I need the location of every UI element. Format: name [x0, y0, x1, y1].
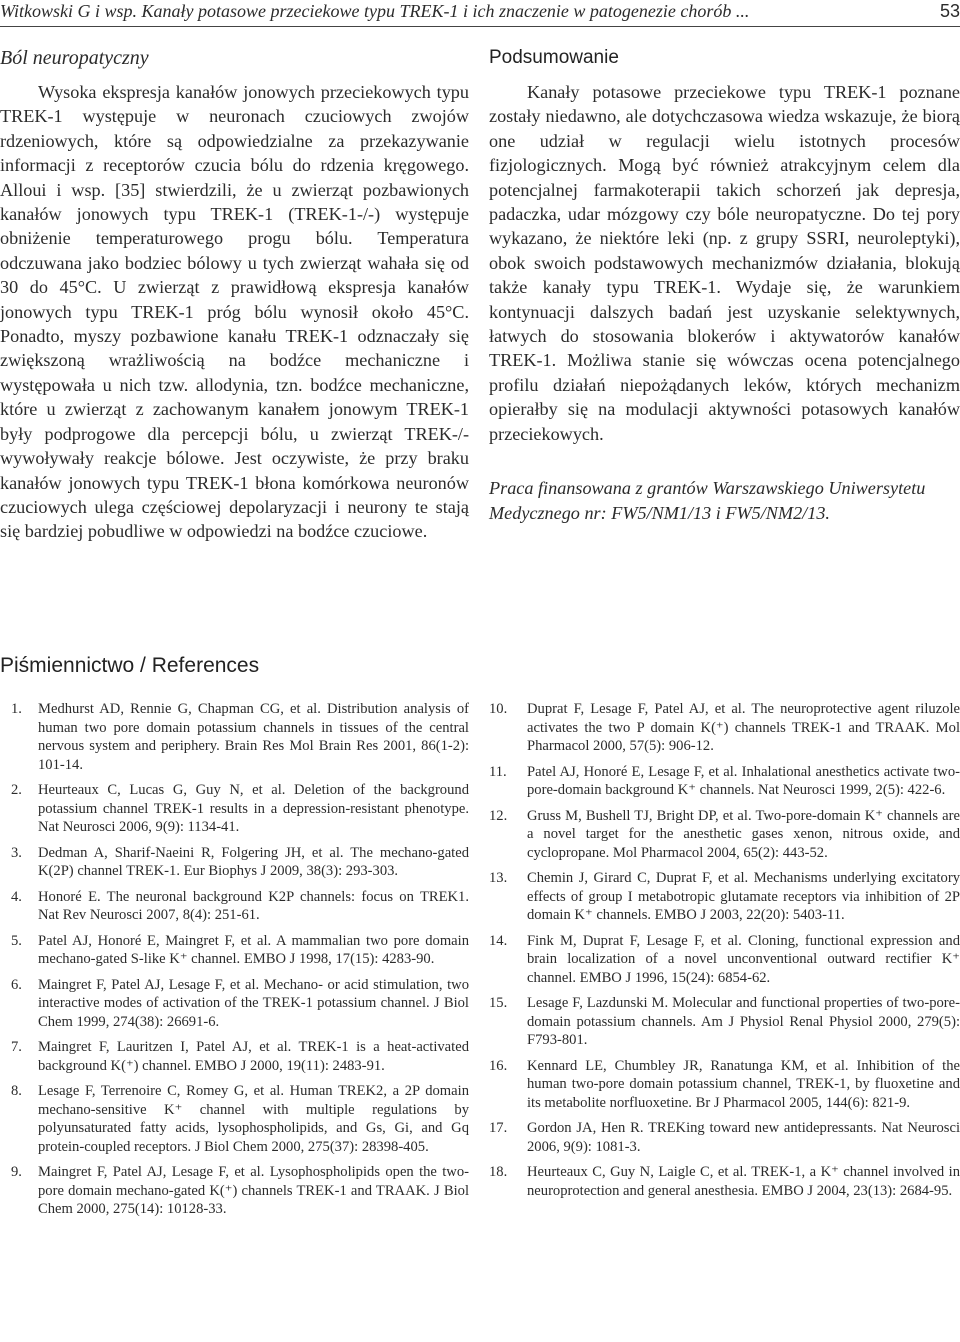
reference-text: Maingret F, Patel AJ, Lesage F, et al. Mechano- or acid stimulation, two interactive modes of activation of the TREK-1 potassium channel. J Biol Chem 1999, 274(38): 26691-6. — [38, 976, 469, 1030]
reference-number: 12. — [489, 807, 508, 824]
left-column — [0, 44, 469, 544]
reference-item — [489, 807, 960, 863]
running-header — [0, 0, 960, 27]
reference-number: 10. — [489, 701, 508, 717]
section-title-summary: Podsumowanie — [489, 47, 619, 68]
reference-number: 18. — [489, 1164, 508, 1180]
reference-text: Patel AJ, Honoré E, Lesage F, et al. Inhalational anesthetics activate two-pore-domain background K⁺ channels. Nat Neurosci 1999, 2(5): 422-6. — [527, 763, 960, 798]
references-list-left — [0, 700, 469, 1226]
reference-item — [0, 700, 469, 774]
reference-text: Duprat F, Lesage F, Patel AJ, et al. The neuroprotective agent riluzole activates the two P domain K(⁺) channels TREK-1 and TRAAK. Mol Pharmacol 2000, 57(5): 906-12. — [527, 701, 960, 754]
references-title: Piśmiennictwo / References — [0, 654, 260, 677]
funding-note: Praca finansowana z grantów Warszawskiego Uniwersytetu Medycznego nr: FW5/NM1/13 i FW5/NM2/13. — [489, 478, 926, 523]
section-paragraph-summary: Kanały potasowe przeciekowe typu TREK-1 poznane zostały niedawno, ale dotychczasowa wiedza wskazuje, że biorą one udział w regulacji wielu istotnych procesów fizjologicznych. Mogą być również atrakcyjnym celem dla potencjalnej farmakoterapii takich schorzeń jak depresja, padaczka, udar mózgowy czy bóle neuropatyczne. Do tej pory wykazano, że niektóre leki (np. z grupy SSRI, neuroleptyki), obok swoich podstawowych mechanizmów działania, blokują także kanały typu TREK-1. Wydaje się, że warunkiem kontynuacji dalszych badań jest uzyskanie selektywnych, łatwych do stosowania blokerów i aktywatorów kanałów TREK-1. Możliwa stanie się wówczas ocena potencjalnego profilu działań niepożądanych leków, których mechanizm opierałby się na modulacji aktywności potasowych kanałów przeciekowych. — [489, 82, 960, 444]
running-title: Witkowski G i wsp. Kanały potasowe przeciekowe typu TREK-1 i ich znaczenie w patogenezie chorób ... — [0, 1, 750, 21]
reference-item — [0, 844, 469, 881]
reference-number: 15. — [489, 995, 508, 1011]
reference-item — [0, 976, 469, 1032]
reference-item — [489, 1119, 960, 1156]
reference-text: Heurteaux C, Guy N, Laigle C, et al. TREK-1, a K⁺ channel involved in neuroprotection and general anesthesia. EMBO J 2004, 23(13): 2684-95. — [527, 1164, 960, 1199]
reference-text: Heurteaux C, Lucas G, Guy N, et al. Deletion of the background potassium channel TREK-1 results in a depression-resistant phenotype. Nat Neurosci 2006, 9(9): 1134-41. — [38, 782, 469, 835]
reference-item — [0, 1082, 469, 1156]
reference-item — [489, 869, 960, 925]
reference-item — [489, 763, 960, 800]
section-paragraph-neuropathic-pain: Wysoka ekspresja kanałów jonowych przeciekowych typu TREK-1 występuje w neuronach czuciowych zwojów rdzeniowych, które są odpowiedzialne za przekazywanie informacji z receptorów czucia bólu do rdzenia kręgowego. Alloui i wsp. [35] stwierdzili, że u zwierząt pozbawionych kanałów jonowych typu TREK-1 (TREK-1-/-) występuje obniżenie temperaturowego progu bólu. Temperatura odczuwana jako bodziec bólowy u tych zwierząt wahała się od 30 do 45°C. U zwierząt z prawidłową ekspresja kanałów jonowych typu TREK-1 próg bólu wynosił około 45°C. Ponadto, myszy pozbawione kanału TREK-1 odznaczały się zwiększoną wrażliwością na bodźce mechaniczne i występowała u nich tzw. allodynia, tzn. bodźce mechaniczne, które u zwierząt z zachowanym kanałem jonowym TREK-1 były podprogowe dla percepcji bólu, u zwierząt TREK-/- wywoływały reakcje bólowe. Jest oczywiste, że przy braku kanałów jonowych typu TREK-1 błona komórkowa neuronów czuciowych ulega częściowej depolaryzacji i neurony te stają się bardziej pobudliwe w odpowiedzi na bodźce czuciowe. — [0, 82, 469, 542]
reference-item — [0, 932, 469, 969]
reference-number: 16. — [489, 1057, 508, 1074]
reference-number: 14. — [489, 932, 508, 949]
reference-text: Maingret F, Patel AJ, Lesage F, et al. Lysophospholipids open the two-pore domain mechano-gated K(⁺) channels TREK-1 and TRAAK. J Biol Chem 2000, 275(14): 10128-33. — [38, 1164, 469, 1217]
reference-text: Chemin J, Girard C, Duprat F, et al. Mechanisms underlying excitatory effects of group I metabotropic glutamate receptors via inhibition of 2P domain K⁺ channels. EMBO J 2003, 22(20): 5403-11. — [527, 870, 960, 923]
reference-number: 7. — [11, 1039, 22, 1055]
right-column — [489, 44, 960, 525]
reference-item — [489, 700, 960, 756]
reference-item — [489, 994, 960, 1050]
reference-text: Fink M, Duprat F, Lesage F, et al. Cloning, functional expression and brain localization of a novel unconventional outward rectifier K⁺ channel. EMBO J 1996, 15(24): 6854-62. — [527, 932, 960, 986]
page-number: 53 — [939, 1, 960, 21]
reference-text: Patel AJ, Honoré E, Maingret F, et al. A mammalian two pore domain mechano-gated S-like K⁺ channel. EMBO J 1998, 17(15): 4283-90. — [38, 932, 469, 967]
reference-item — [0, 781, 469, 837]
reference-item — [489, 932, 960, 988]
reference-text: Medhurst AD, Rennie G, Chapman CG, et al. Distribution analysis of human two pore domain potassium channels in tissues of the central nervous system and periphery. Brain Res Mol Brain Res 2001, 86(1-2): 101-14. — [38, 701, 469, 773]
section-title-neuropathic-pain: Ból neuropatyczny — [0, 47, 149, 69]
reference-number: 1. — [11, 701, 22, 717]
reference-number: 11. — [489, 763, 507, 780]
reference-number: 5. — [11, 932, 22, 949]
reference-text: Gordon JA, Hen R. TREKing toward new antidepressants. Nat Neurosci 2006, 9(9): 1081-3. — [527, 1120, 960, 1155]
reference-number: 13. — [489, 870, 508, 886]
reference-text: Maingret F, Lauritzen I, Patel AJ, et al. TREK-1 is a heat-activated background K(⁺) channel. EMBO J 2000, 19(11): 2483-91. — [38, 1039, 469, 1074]
reference-number: 2. — [11, 782, 22, 798]
reference-text: Lesage F, Terrenoire C, Romey G, et al. Human TREK2, a 2P domain mechano-sensitive K⁺ channel with multiple regulations by polyunsaturated fatty acids, lysophospholipids, and Gs, Gi, and Gq protein-coupled receptors. J Biol Chem 2000, 275(37): 28398-405. — [38, 1083, 469, 1155]
reference-item — [489, 1057, 960, 1113]
reference-item — [0, 1038, 469, 1075]
reference-text: Lesage F, Lazdunski M. Molecular and functional properties of two-pore-domain potassium channels. Am J Physiol Renal Physiol 2000, 279(5): F793-801. — [527, 995, 960, 1048]
reference-text: Honoré E. The neuronal background K2P channels: focus on TREK1. Nat Rev Neurosci 2007, 8(4): 251-61. — [38, 888, 469, 923]
reference-number: 17. — [489, 1120, 508, 1136]
reference-item — [0, 888, 469, 925]
reference-number: 3. — [11, 844, 22, 861]
reference-number: 4. — [11, 888, 22, 905]
reference-item — [0, 1163, 469, 1219]
reference-text: Kennard LE, Chumbley JR, Ranatunga KM, et al. Inhibition of the human two-pore domain potassium channel, TREK-1, by fluoxetine and its metabolite norfluoxetine. Br J Pharmacol 2005, 144(6): 821-9. — [527, 1057, 960, 1111]
reference-number: 9. — [11, 1164, 22, 1180]
references-list-right — [489, 700, 960, 1207]
reference-text: Dedman A, Sharif-Naeini R, Folgering JH, et al. The mechano-gated K(2P) channel TREK-1. Eur Biophys J 2009, 38(3): 293-303. — [38, 844, 469, 879]
reference-number: 6. — [11, 976, 22, 993]
reference-item — [489, 1163, 960, 1200]
reference-text: Gruss M, Bushell TJ, Bright DP, et al. Two-pore-domain K⁺ channels are a novel target for the anesthetic gases xenon, nitrous oxide, and cyclopropane. Mol Pharmacol 2004, 65(2): 443-52. — [527, 807, 960, 861]
reference-number: 8. — [11, 1083, 22, 1099]
